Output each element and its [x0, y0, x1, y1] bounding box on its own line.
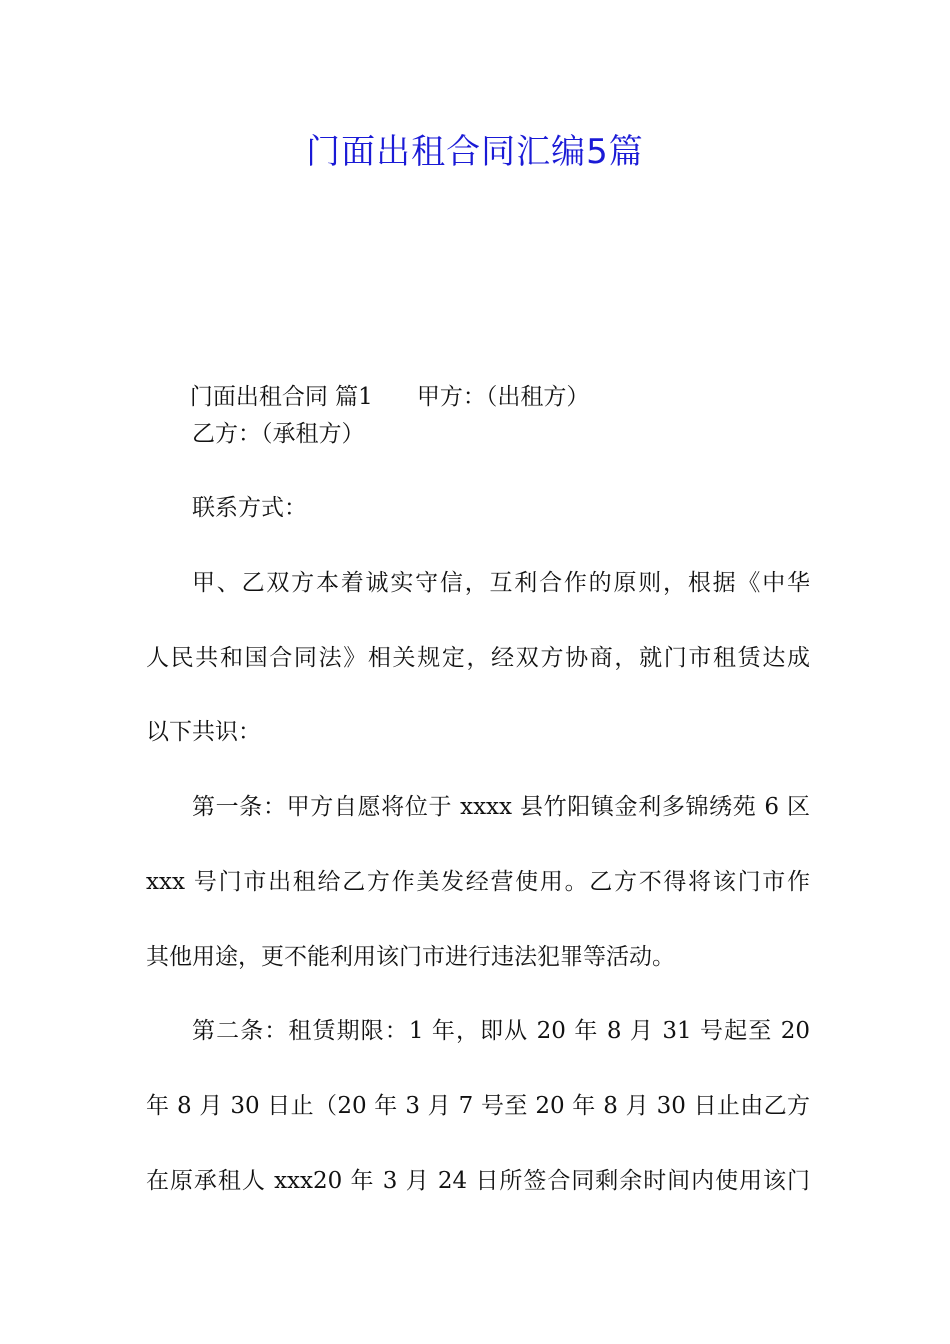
contact-label: 联系方式：	[192, 495, 307, 522]
article-two-line: 第二条：租赁期限：1 年，即从 20 年 8 月 31 号起至 20	[192, 1018, 810, 1045]
article-two-line: 在原承租人 xxx20 年 3 月 24 日所签合同剩余时间内使用该门	[146, 1167, 810, 1194]
party-a-label: 甲方：（出租方）	[416, 384, 590, 410]
article-one-line: 第一条：甲方自愿将位于 xxxx 县竹阳镇金利多锦绣苑 6 区	[192, 794, 810, 821]
contract-heading: 门面出租合同 篇1	[189, 384, 373, 410]
paragraph-line: 人民共和国合同法》相关规定，经双方协商，就门市租赁达成	[146, 644, 810, 671]
party-b-label: 乙方：（承租方）	[192, 420, 365, 447]
document-title: 门面出租合同汇编5篇	[306, 132, 644, 172]
article-one-line: xxx 号门市出租给乙方作美发经营使用。乙方不得将该门市作	[146, 868, 810, 895]
paragraph-line-1	[146, 340, 810, 410]
document-body	[146, 340, 810, 1236]
article-one-line: 其他用途，更不能利用该门市进行违法犯罪等活动。	[146, 943, 675, 970]
paragraph-line: 甲、乙双方本着诚实守信，互利合作的原则，根据《中华	[192, 570, 810, 597]
article-two-line: 年 8 月 30 日止（20 年 3 月 7 号至 20 年 8 月 30 日止由乙方	[146, 1092, 810, 1119]
paragraph-line: 以下共识：	[146, 719, 261, 746]
